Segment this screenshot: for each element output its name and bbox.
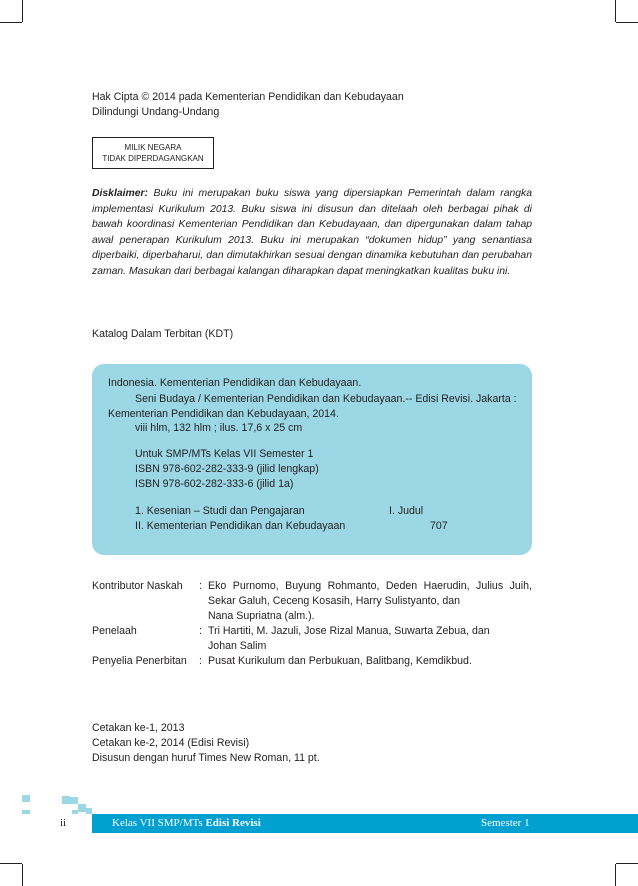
- kdt-class-number: 707: [430, 520, 448, 532]
- copyright-line: Hak Cipta © 2014 pada Kementerian Pendidikan dan Kebudayaan: [92, 91, 404, 103]
- stamp-line-1: MILIK NEGARA: [124, 143, 182, 152]
- supervisor-sep: :: [199, 655, 202, 667]
- printing-1: Cetakan ke-1, 2013: [92, 722, 185, 734]
- kdt-isbn-1: ISBN 978-602-282-333-9 (jilid lengkap): [135, 463, 319, 475]
- kdt-subject-2: II. Kementerian Pendidikan dan Kebudayaan: [135, 520, 346, 532]
- kdt-heading: Katalog Dalam Terbitan (KDT): [92, 328, 234, 340]
- disclaimer-text: Buku ini merupakan buku siswa yang dipersiapkan Pemerintah dalam rangka implementasi Kurikulum 2013. Buku siswa ini disusun dan ditelaah oleh berbagai pihak di bawah koordinasi Kementerian Pendidikan dan Kebudayaan, dan dipergunakan dalam tahap awal penerapan Kurikulum 2013. Buku ini merupakan “dokumen hidup” yang senantiasa diperbaiki, diperbaharui, dan dimutakhirkan sesuai dengan dinamika kebutuhan dan perubahan zaman. Masukan dari berbagai kalangan diharapkan dapat meningkatkan kualitas buku ini.: [92, 188, 533, 277]
- kdt-line-5: Untuk SMP/MTs Kelas VII Semester 1: [135, 448, 314, 460]
- footer-book-edition: Edisi Revisi: [205, 817, 261, 829]
- contributor-line-3: Nana Supriatna (alm.).: [208, 610, 315, 622]
- footer-semester: Semester 1: [481, 817, 530, 829]
- kdt-line-3: Kementerian Pendidikan dan Kebudayaan, 2014.: [108, 408, 339, 420]
- supervisor-label: Penyelia Penerbitan: [92, 655, 187, 667]
- reviewer-sep: :: [199, 625, 202, 637]
- printing-2: Cetakan ke-2, 2014 (Edisi Revisi): [92, 737, 250, 749]
- state-property-stamp: [92, 137, 214, 169]
- font-note: Disusun dengan huruf Times New Roman, 11 pt.: [92, 752, 320, 764]
- protection-line: Dilindungi Undang-Undang: [92, 106, 220, 118]
- stamp-line-2: TIDAK DIPERDAGANGKAN: [102, 154, 204, 163]
- footer-book-title: [112, 816, 261, 831]
- kdt-line-2: Seni Budaya / Kementerian Pendidikan dan Kebudayaan.-- Edisi Revisi. Jakarta :: [135, 393, 517, 405]
- contributor-line-1: Eko Purnomo, Buyung Rohmanto, Deden Haerudin, Julius Juih,: [208, 580, 532, 592]
- contributor-sep: :: [199, 580, 202, 592]
- kdt-line-1: Indonesia. Kementerian Pendidikan dan Kebudayaan.: [108, 377, 362, 389]
- contributor-line-2: Sekar Galuh, Ceceng Kosasih, Harry Sulistyanto, dan: [208, 595, 461, 607]
- footer-book-prefix: Kelas VII SMP/MTs: [112, 817, 206, 829]
- disclaimer-label: Disklaimer:: [92, 188, 149, 199]
- supervisor-line-1: Pusat Kurikulum dan Perbukuan, Balitbang, Kemdikbud.: [208, 655, 472, 667]
- kdt-line-4: viii hlm, 132 hlm ; ilus. 17,6 x 25 cm: [135, 422, 303, 434]
- reviewer-line-2: Johan Salim: [208, 640, 267, 652]
- reviewer-line-1: Tri Hartiti, M. Jazuli, Jose Rizal Manua, Suwarta Zebua, dan: [208, 625, 490, 637]
- reviewer-label: Penelaah: [92, 625, 137, 637]
- disclaimer: [92, 186, 532, 280]
- page-number: ii: [60, 817, 67, 829]
- kdt-isbn-2: ISBN 978-602-282-333-6 (jilid 1a): [135, 478, 294, 490]
- kdt-subject-1: 1. Kesenian – Studi dan Pengajaran: [135, 505, 305, 517]
- kdt-subject-1b: I. Judul: [389, 505, 424, 517]
- contributor-label: Kontributor Naskah: [92, 580, 183, 592]
